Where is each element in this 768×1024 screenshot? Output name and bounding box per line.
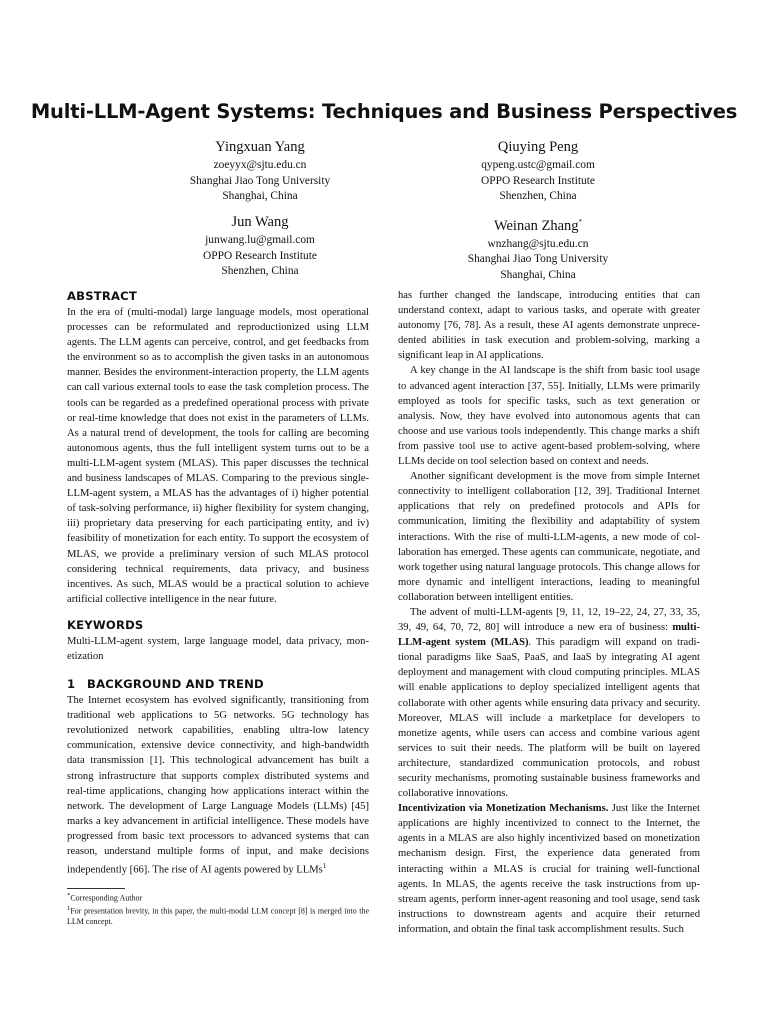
author-affiliation: OPPO Research Institute <box>203 249 317 262</box>
paragraph-intelligent-collaboration: Another significant development is the move from simple Internet connectivity to intelligent collaboration [12, 39]. Traditional Internet applications that rely on predefined protocols and APIs for communication, limiting the flexibility and adaptability of system interactions. With the rise of multi-LLM-agents, a new mode of collaboration has emerged. These agents can communicate, negotiate, and work together using natural language protocols. This change allows for more dynamic and intelligent interactions, leading to meaningful collaboration between intelligent entities. <box>398 471 700 603</box>
author-email: junwang.lu@gmail.com <box>205 234 315 246</box>
paragraph-incentivization <box>398 801 700 937</box>
corresponding-author-mark: * <box>578 218 583 226</box>
author-name: Qiuying Peng <box>497 139 579 155</box>
footnote-corresponding <box>67 891 369 904</box>
author-name <box>388 213 688 236</box>
author-location: Shanghai, China <box>222 190 298 202</box>
section-1-heading: 1 BACKGROUND AND TREND <box>67 677 264 692</box>
footnote-1 <box>67 904 369 928</box>
keywords-text: Multi-LLM-agent system, large language model, data privacy, monetization <box>67 635 369 662</box>
footnote-mark: 1 <box>67 904 71 912</box>
author-block-2 <box>388 138 688 205</box>
author-block-1 <box>110 138 410 205</box>
paper-title: Multi-LLM-Agent Systems: Techniques and Business Perspectives <box>30 100 738 123</box>
author-location: Shanghai, China <box>500 268 576 281</box>
paragraph-text: Just like the Internet applications are highly incentivized to connect to the Internet, the agents in a MLAS are also highly incentivized based on monetization mechanism design. First, the experience data generated from interacting within a MLAS is crucial for training well-functional agents. In MLAS, the agents receive the task instructions from upstream agents, perform inner-agent reasoning and tool usage, send task instructions to downstream agents and acquire their returned information, and obtain the final task accomplishment results. Such <box>398 803 700 935</box>
paragraph-text: . This paradigm will expand on traditional paradigms like SaaS, PaaS, and IaaS by integrating AI agent deployment and management with cloud computing principles. MLAS will enable applications to deploy specialized intelligent agents that collaborate with other agents while ensuring data privacy and security. Moreover, MLAS will include a marketplace for developers to monetize agents, while users can access and combine various agent services to suit their needs. The platform will be built on layered architecture, standardized communication protocols, and robust security mechanisms, promoting sustainable business frameworks and collaborative innovations. <box>398 637 700 800</box>
keywords-heading: KEYWORDS <box>67 617 144 632</box>
mlas-term: multi-LLM-agent system (MLAS) <box>398 622 700 649</box>
author-affiliation: OPPO Research Institute <box>481 174 595 187</box>
paragraph-text: The advent of multi-LLM-agents [9, 11, 12, 19–22, 24, 27, 33, 35, 39, 49, 64, 70, 72, 80] will introduce a new era of business: <box>398 606 700 634</box>
footnote-ref: 1 <box>322 862 327 871</box>
footnote-rule <box>67 888 125 889</box>
section-1-text: The Internet ecosystem has evolved significantly, transitioning from traditional web applications to 5G networks. 5G technology has revolutionized network capabilities, enabling ultra-low latency communication, extensive device connectivity, and high-bandwidth data transmission [1]. This technological advancement has built a strong infrastructure that supports complex distributed systems and real-time applications, changing how applications interact within the network. The development of Large Language Models (LLMs) [45] marks a key advancement in artificial intelligence. These models have progressed from basic text processors to advanced systems that can reason, understand multiple forms of input, and make decisions independently [66]. The rise of AI agents powered by LLMs <box>67 695 369 876</box>
abstract-text: In the era of (multi-modal) large language models, most operational processes can be reformulated and reproductionized using LLM agents. The LLM agents can perceive, control, and get feedbacks from the environment so as to accomplish the given tasks in an autonomous manner. Besides the environment-interaction property, the LLM agents can call various external tools to ease the task completion process. The tools can be regarded as a predefined operational process with private or real-time knowledge that does not exist in the parameters of LLMs. As a natural trend of development, the tools for calling are becoming autonomous agents, thus the full intelligent system turns out to be a multi-LLM-agent system (MLAS). This paper discusses the technical and business landscapes of MLAS. Comparing to the previous single-LLM-agent system, a MLAS has the advantages of i) higher potential of task-solving performance, ii) higher flexibility for system changing, iii) proprietary data preserving for each participating entity, and iv) feasibility of monetization for each entity. To support the ecosystem of MLAS, we provide a preliminary version of such MLAS protocol considering technical requirements, data privacy, and business incentives. As such, MLAS would be a practical solution to achieve artificial collective intelligence in the near future. <box>67 307 369 605</box>
author-location: Shenzhen, China <box>499 190 577 202</box>
paragraph-heading: Incentivization via Monetization Mechanisms. <box>398 803 609 815</box>
paragraph-continued: has further changed the landscape, introducing entities that can understand context, adapt to various tasks, and operate with greater autonomy [76, 78]. As a result, these AI agents demonstrate unprecedented abilities in task execution and problem-solving, marking a significant leap in AI applications. <box>398 290 700 362</box>
right-column <box>398 288 700 937</box>
abstract-heading: ABSTRACT <box>67 289 137 303</box>
author-name: Yingxuan Yang <box>215 139 305 155</box>
author-name: Jun Wang <box>231 214 289 230</box>
author-email: qypeng.ustc@gmail.com <box>481 159 595 171</box>
footnotes <box>67 888 369 928</box>
author-block-4 <box>388 213 688 283</box>
footnote-mark: * <box>67 891 71 899</box>
footnote-text: Corresponding Author <box>70 893 143 903</box>
paragraph-mlas-era <box>398 605 700 801</box>
author-email: wnzhang@sjtu.edu.cn <box>487 237 589 250</box>
author-name-text: Weinan Zhang <box>493 217 579 234</box>
left-column <box>67 288 369 928</box>
author-email: zoeyyx@sjtu.edu.cn <box>213 159 307 171</box>
author-block-3 <box>110 213 410 280</box>
author-location: Shenzhen, China <box>221 265 299 277</box>
paragraph-tool-to-agent: A key change in the AI landscape is the shift from basic tool usage to advanced agent interaction [37, 55]. Initially, LLMs were primarily employed as tools for specific tasks, such as text generation or analysis. Now, they have evolved into autonomous agents that can choose and use various tools independently. This change marks a shift from passive tool use to active agent-based problem-solving, where LLMs decide on tool selection based on context and needs. <box>398 365 700 468</box>
author-affiliation: Shanghai Jiao Tong University <box>467 253 609 266</box>
footnote-text: For presentation brevity, in this paper, the multi-modal LLM concept [8] is merged into the LLM concept. <box>67 906 369 927</box>
section-1-paragraph <box>67 693 369 878</box>
author-affiliation: Shanghai Jiao Tong University <box>189 174 331 187</box>
